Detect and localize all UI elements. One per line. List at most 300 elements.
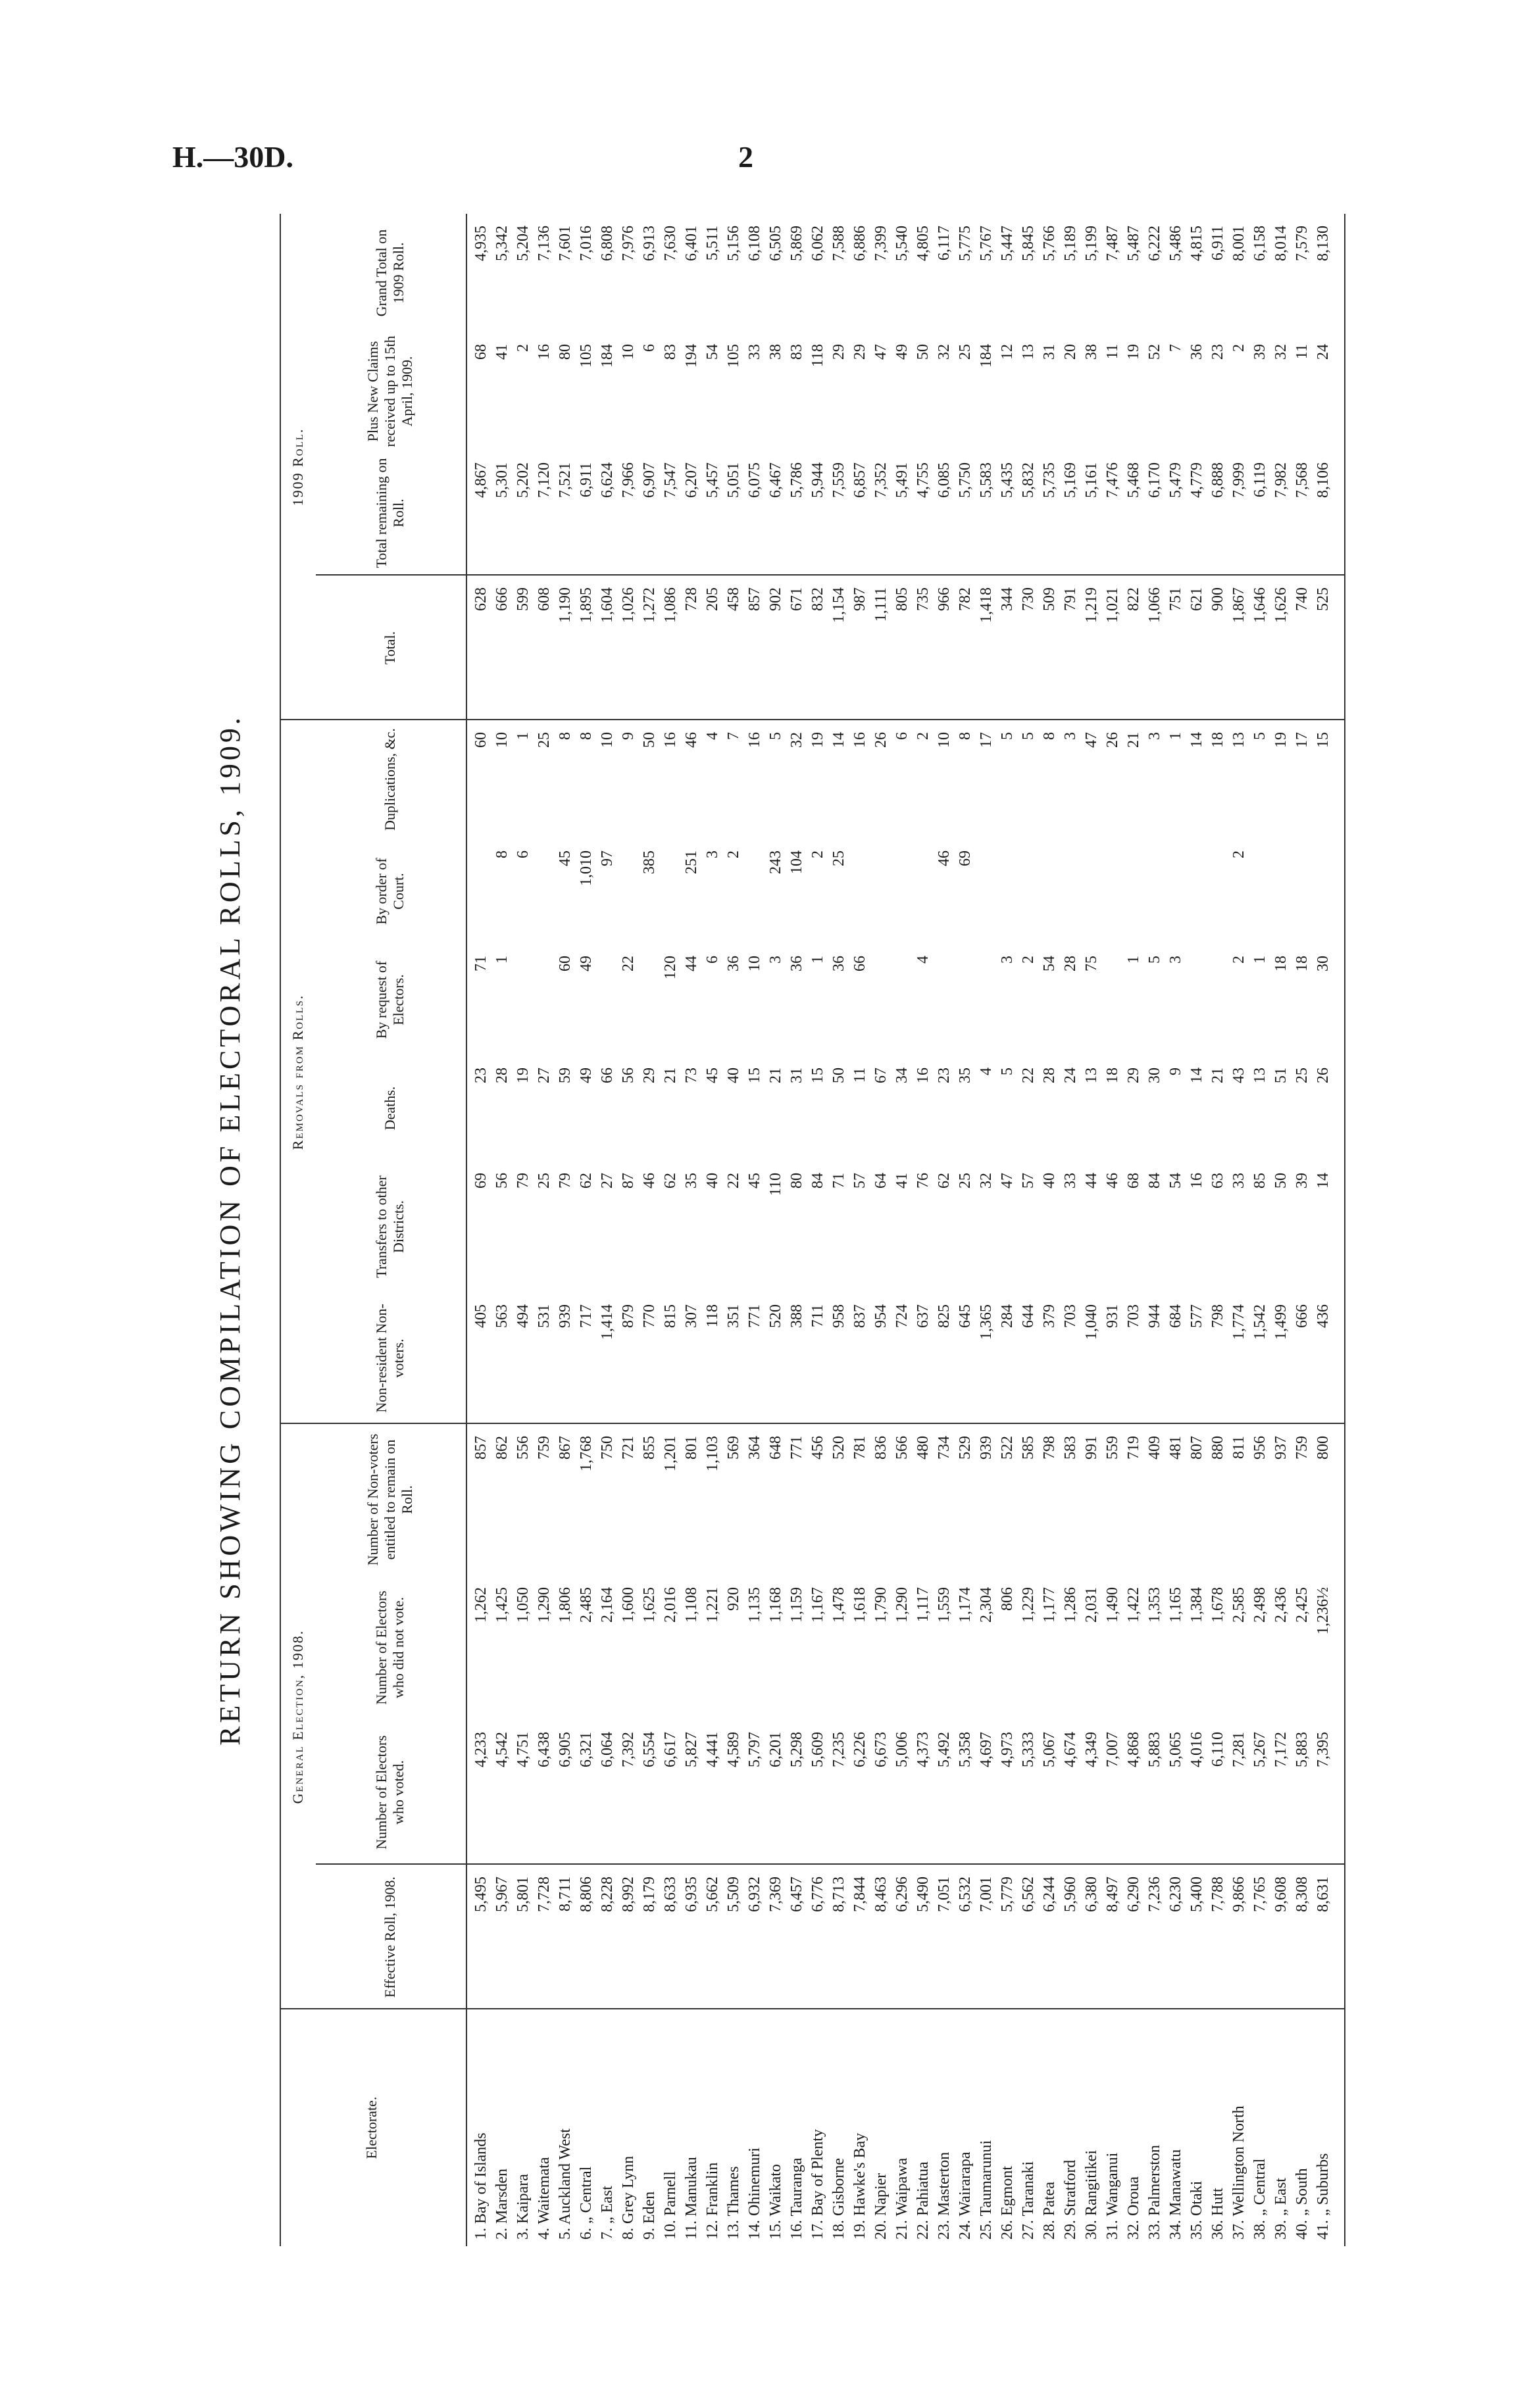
electorate-name: 28. Patea [1041,2182,1058,2240]
table-row [1249,214,1270,2246]
table-cell: 5,767 [978,226,995,261]
table-cell: 19 [809,732,826,748]
table-cell: 57 [851,1173,868,1189]
table-cell: 62 [936,1173,953,1189]
table-cell: 585 [1020,1436,1037,1460]
table-cell: 46 [936,850,953,866]
table-cell [534,944,555,1056]
table-cell: 36 [725,956,742,971]
table-cell: 5 [999,732,1016,740]
table-cell [1018,839,1039,944]
table-cell: 6,321 [578,1732,595,1767]
table-cell: 8,633 [662,1877,679,1912]
table-cell: 5,161 [1083,462,1100,498]
table-cell: 38 [1083,344,1100,360]
table-cell: 5,583 [978,462,995,498]
table-cell: 54 [1041,956,1058,971]
table-cell: 9 [1167,1068,1184,1075]
electorate-name: 35. Otaki [1188,2180,1205,2240]
table-cell: 385 [641,850,658,874]
table-cell: 800 [1315,1436,1332,1460]
table-cell: 8,179 [641,1877,658,1912]
table-cell: 4 [915,956,932,964]
table-cell: 5,944 [809,462,826,498]
table-cell: 5,435 [999,462,1016,498]
table-cell: 759 [1293,1436,1311,1460]
table-row [891,214,913,2246]
table-row [470,214,491,2246]
table-cell: 7,352 [872,462,890,498]
table-cell: 6,244 [1041,1877,1058,1912]
table-cell: 75 [1083,956,1100,971]
table-cell: 1,678 [1209,1587,1226,1623]
table-cell: 4,755 [915,462,932,498]
table-cell: 344 [999,587,1016,611]
table-cell: 8 [578,732,595,740]
table-cell: 31 [1041,344,1058,360]
table-cell: 5 [1251,732,1268,740]
table-row [1123,214,1144,2246]
table-row [1081,214,1102,2246]
table-cell: 17 [1293,732,1311,748]
table-cell: 12 [999,344,1016,360]
col-deaths: Deaths. [381,1086,398,1131]
table-cell: 10 [746,956,763,971]
table-cell: 719 [1125,1436,1142,1460]
electoral-rolls-table [280,214,1345,2246]
table-cell: 5,457 [704,462,721,498]
table-cell: 307 [683,1304,700,1328]
electorate-name: 4. Waitemata [536,2157,553,2240]
table-cell: 1,108 [683,1587,700,1623]
col-total-remaining: Total remaining on Roll. [372,458,407,568]
table-cell: 46 [1104,1173,1121,1189]
table-cell: 7,728 [536,1877,553,1912]
table-cell: 1,159 [788,1587,805,1623]
table-cell: 1,768 [578,1436,595,1471]
table-cell: 35 [957,1068,974,1083]
table-cell: 2 [915,732,932,740]
table-row [513,214,534,2246]
table-cell: 2,425 [1293,1587,1311,1623]
table-cell: 24 [1315,344,1332,360]
table-cell: 628 [472,587,489,611]
table-cell: 84 [1146,1173,1163,1189]
table-cell: 6,617 [662,1732,679,1767]
table-row [1228,214,1249,2246]
table-cell: 509 [1041,587,1058,611]
table-cell: 9,866 [1230,1877,1247,1912]
table-cell: 811 [1230,1436,1247,1460]
table-cell: 1,286 [1062,1587,1079,1623]
table-row [955,214,976,2246]
table-cell [1144,839,1165,944]
table-cell: 22 [725,1173,742,1189]
table-cell: 5,342 [493,226,511,261]
table-cell: 1,365 [978,1304,995,1340]
electorate-name: 27. Taranaki [1020,2161,1037,2240]
table-cell: 60 [557,956,574,971]
table-cell: 32 [936,344,953,360]
table-cell: 32 [1272,344,1290,360]
table-row [1102,214,1123,2246]
table-cell: 2 [1230,956,1247,964]
table-cell: 520 [767,1304,784,1328]
table-cell: 648 [767,1436,784,1460]
table-cell: 6,230 [1167,1877,1184,1912]
table-cell: 6,119 [1251,462,1268,498]
table-cell: 56 [620,1068,637,1083]
table-cell: 71 [472,956,489,971]
table-cell: 5,447 [999,226,1016,261]
table-cell: 405 [472,1304,489,1328]
table-cell [955,944,976,1056]
table-cell: 559 [1104,1436,1121,1460]
table-cell: 19 [1272,732,1290,748]
table-cell: 4,805 [915,226,932,261]
table-cell: 47 [872,344,890,360]
table-cell: 782 [957,587,974,611]
table-cell: 7,369 [767,1877,784,1912]
table-cell [1249,839,1270,944]
table-cell: 7,976 [620,226,637,261]
electorate-name: 13. Thames [725,2166,742,2240]
table-cell: 5,495 [472,1877,489,1912]
table-cell: 388 [788,1304,805,1328]
table-cell: 6,857 [851,462,868,498]
table-cell: 5 [1020,732,1037,740]
electorate-name: 10. Parnell [662,2171,679,2240]
table-cell: 1,219 [1083,587,1100,623]
table-cell: 1,066 [1146,587,1163,623]
table-cell: 184 [978,344,995,368]
electorate-name: 2. Marsden [493,2169,511,2240]
electorate-name: 5. Auckland West [557,2128,574,2240]
table-cell: 666 [1293,1304,1311,1328]
table-cell: 6,624 [599,462,616,498]
table-row [723,214,744,2246]
table-cell: 798 [1209,1304,1226,1328]
table-cell: 8,463 [872,1877,890,1912]
table-cell: 284 [999,1304,1016,1328]
table-cell: 1,490 [1104,1587,1121,1623]
table-cell: 807 [1188,1436,1205,1460]
electorate-name: 8. Grey Lynn [620,2155,637,2240]
table-cell: 6,467 [767,462,784,498]
table-cell: 4,674 [1062,1732,1079,1767]
table-cell: 5,301 [493,462,511,498]
table-cell: 5,883 [1146,1732,1163,1767]
table-cell: 1,499 [1272,1304,1290,1340]
table-cell: 671 [788,587,805,611]
table-cell: 7,521 [557,462,574,498]
table-cell: 30 [1315,956,1332,971]
table-cell: 7,844 [851,1877,868,1912]
table-cell: 880 [1209,1436,1226,1460]
table-cell: 62 [662,1173,679,1189]
electorate-name: 38. „ Central [1251,2158,1268,2240]
table-cell: 1,790 [872,1587,890,1623]
table-cell: 6,911 [578,462,595,498]
table-cell [513,944,534,1056]
document-title: RETURN SHOWING COMPILATION OF ELECTORAL ROLLS, 1909. [214,714,246,1746]
table-cell: 728 [683,587,700,611]
table-cell: 5,358 [957,1732,974,1767]
table-cell: 351 [725,1304,742,1328]
table-cell: 987 [851,587,868,611]
table-row [1144,214,1165,2246]
table-cell: 68 [1125,1173,1142,1189]
table-cell: 13 [1020,344,1037,360]
table-cell: 6,808 [599,226,616,261]
rotated-table-sheet [207,214,1355,2246]
table-cell: 38 [767,344,784,360]
table-cell: 13 [1083,1068,1100,1083]
table-cell: 21 [1125,732,1142,748]
table-cell: 8,631 [1315,1877,1332,1912]
table-cell: 991 [1083,1436,1100,1460]
table-cell: 1,604 [599,587,616,623]
table-cell: 4,016 [1188,1732,1205,1767]
table-cell: 5,169 [1062,462,1079,498]
table-cell: 956 [1251,1436,1268,1460]
table-cell [1207,839,1228,944]
table-row [1018,214,1039,2246]
table-cell: 110 [767,1173,784,1196]
table-cell: 1,190 [557,587,574,623]
table-cell: 83 [788,344,805,360]
table-cell: 5,960 [1062,1877,1079,1912]
table-cell: 24 [1062,1068,1079,1083]
table-cell [618,839,639,944]
table-cell: 6 [641,344,658,352]
table-cell: 205 [704,587,721,611]
electorate-name: 1. Bay of Islands [472,2132,489,2240]
electorate-name: 7. „ East [599,2186,616,2240]
table-cell: 34 [893,1068,911,1083]
table-cell: 71 [830,1173,847,1189]
table-cell: 2,585 [1230,1587,1247,1623]
table-cell: 25 [830,850,847,866]
table-cell: 3 [704,850,721,858]
table-row [639,214,660,2246]
electorate-name: 6. „ Central [578,2166,595,2240]
table-cell: 8,713 [830,1877,847,1912]
table-cell [891,944,913,1056]
table-cell: 2,304 [978,1587,995,1623]
table-cell: 251 [683,850,700,874]
table-cell: 20 [1062,344,1079,360]
table-cell: 1 [515,732,532,740]
table-cell: 4,697 [978,1732,995,1767]
table-cell: 1,165 [1167,1587,1184,1623]
table-cell: 16 [662,732,679,748]
table-cell: 6,886 [851,226,868,261]
table-cell: 7,966 [620,462,637,498]
table-cell: 7,392 [620,1732,637,1767]
table-cell: 6,207 [683,462,700,498]
table-cell: 1,626 [1272,587,1290,623]
group-1909-roll: 1909 Roll. [289,428,306,506]
table-cell: 27 [536,1068,553,1083]
table-cell: 1,618 [851,1587,868,1623]
table-cell: 1 [493,956,511,964]
table-cell: 7,235 [830,1732,847,1767]
table-cell: 1,021 [1104,587,1121,623]
table-cell: 8 [557,732,574,740]
table-cell: 4,779 [1188,462,1205,498]
table-cell: 379 [1041,1304,1058,1328]
table-cell: 7,487 [1104,226,1121,261]
table-cell [1207,944,1228,1056]
table-cell: 68 [472,344,489,360]
table-cell: 556 [515,1436,532,1460]
table-cell: 6 [893,732,911,740]
table-cell: 939 [557,1304,574,1328]
table-row [976,214,997,2246]
table-cell: 5,540 [893,226,911,261]
electorate-name: 19. Hawke's Bay [851,2132,868,2240]
table-cell: 22 [620,956,637,971]
table-cell: 6,505 [767,226,784,261]
table-cell: 8,711 [557,1877,574,1912]
electorate-name: 39. „ East [1272,2178,1290,2240]
table-cell: 902 [767,587,784,611]
table-cell: 23 [1209,344,1226,360]
table-cell: 50 [1272,1173,1290,1189]
table-cell: 2,164 [599,1587,616,1623]
table-cell: 684 [1167,1304,1184,1328]
table-cell: 16 [1188,1173,1205,1189]
table-cell: 57 [1020,1173,1037,1189]
table-cell: 5,845 [1020,226,1037,261]
electorate-name: 37. Wellington North [1230,2105,1247,2240]
table-cell: 87 [620,1173,637,1189]
table-cell [976,944,997,1056]
table-cell: 26 [872,732,890,748]
table-cell: 17 [978,732,995,748]
table-cell: 8,806 [578,1877,595,1912]
table-row [681,214,702,2246]
table-cell: 1,559 [936,1587,953,1623]
table-cell: 6,222 [1146,226,1163,261]
table-cell: 14 [830,732,847,748]
table-cell: 8,014 [1272,226,1290,261]
table-cell: 7,630 [662,226,679,261]
table-cell: 2,031 [1083,1587,1100,1623]
table-cell: 79 [557,1173,574,1189]
table-cell: 1,353 [1146,1587,1163,1623]
table-cell: 23 [472,1068,489,1083]
table-cell: 6,226 [851,1732,868,1767]
table-cell: 5 [999,1068,1016,1075]
table-cell: 6 [515,850,532,858]
electorate-name: 17. Bay of Plenty [809,2129,826,2240]
table-cell: 6,170 [1146,462,1163,498]
table-cell: 6,776 [809,1877,826,1912]
table-cell: 937 [1272,1436,1290,1460]
table-row [1207,214,1228,2246]
table-cell [1186,839,1207,944]
table-cell: 805 [893,587,911,611]
table-cell: 45 [704,1068,721,1083]
table-cell: 1,414 [599,1304,616,1340]
table-cell: 944 [1146,1304,1163,1328]
table-cell: 1,290 [893,1587,911,1623]
table-cell: 857 [746,587,763,611]
table-cell: 5,486 [1167,226,1184,261]
table-row [555,214,576,2246]
electorate-name: 29. Stratford [1062,2159,1079,2240]
table-cell: 798 [1041,1436,1058,1460]
table-cell: 717 [578,1304,595,1328]
electorate-name: 11. Manukau [683,2157,700,2240]
table-cell: 7 [1167,344,1184,352]
table-cell [1060,839,1081,944]
table-cell: 6,075 [746,462,763,498]
table-cell: 1,290 [536,1587,553,1623]
table-cell: 16 [915,1068,932,1083]
table-cell: 832 [809,587,826,611]
electorate-name: 15. Waikato [767,2164,784,2240]
table-cell: 7,281 [1230,1732,1247,1767]
table-cell: 22 [1020,1068,1037,1083]
table-row [576,214,597,2246]
table-cell: 7,399 [872,226,890,261]
table-cell: 25 [536,1173,553,1189]
table-cell: 5,491 [893,462,911,498]
header-bottom-rule [466,214,467,2246]
table-cell [744,839,765,944]
table-cell: 28 [1062,956,1079,971]
table-cell: 5,490 [915,1877,932,1912]
table-cell: 10 [936,732,953,748]
table-cell: 8,308 [1293,1877,1311,1912]
table-cell: 14 [1315,1173,1332,1189]
table-cell: 56 [493,1173,511,1189]
table-cell: 7 [725,732,742,740]
col-duplications: Duplications, &c. [381,728,398,831]
table-cell: 118 [809,344,826,368]
table-cell: 31 [788,1068,805,1083]
table-cell: 6,932 [746,1877,763,1912]
table-cell: 26 [1315,1068,1332,1083]
table-cell: 73 [683,1068,700,1083]
table-cell: 7,588 [830,226,847,261]
table-cell: 5,511 [704,226,721,261]
table-cell: 5,333 [1020,1732,1037,1767]
table-cell: 837 [851,1304,868,1328]
table-cell: 18 [1293,956,1311,971]
table-row [1039,214,1060,2246]
table-cell: 97 [599,850,616,866]
table-cell: 118 [704,1304,721,1328]
table-cell: 458 [725,587,742,611]
table-cell: 28 [1041,1068,1058,1083]
table-cell: 791 [1062,587,1079,611]
table-cell: 21 [767,1068,784,1083]
table-cell: 1,384 [1188,1587,1205,1623]
table-cell: 1,168 [767,1587,784,1623]
table-cell: 5,775 [957,226,974,261]
table-cell: 6,673 [872,1732,890,1767]
table-cell: 49 [578,956,595,971]
table-cell: 51 [1272,1068,1290,1083]
table-cell: 10 [493,732,511,748]
electorate-name: 21. Waipawa [893,2157,911,2240]
table-cell: 1 [809,956,826,964]
table-cell: 33 [1062,1173,1079,1189]
